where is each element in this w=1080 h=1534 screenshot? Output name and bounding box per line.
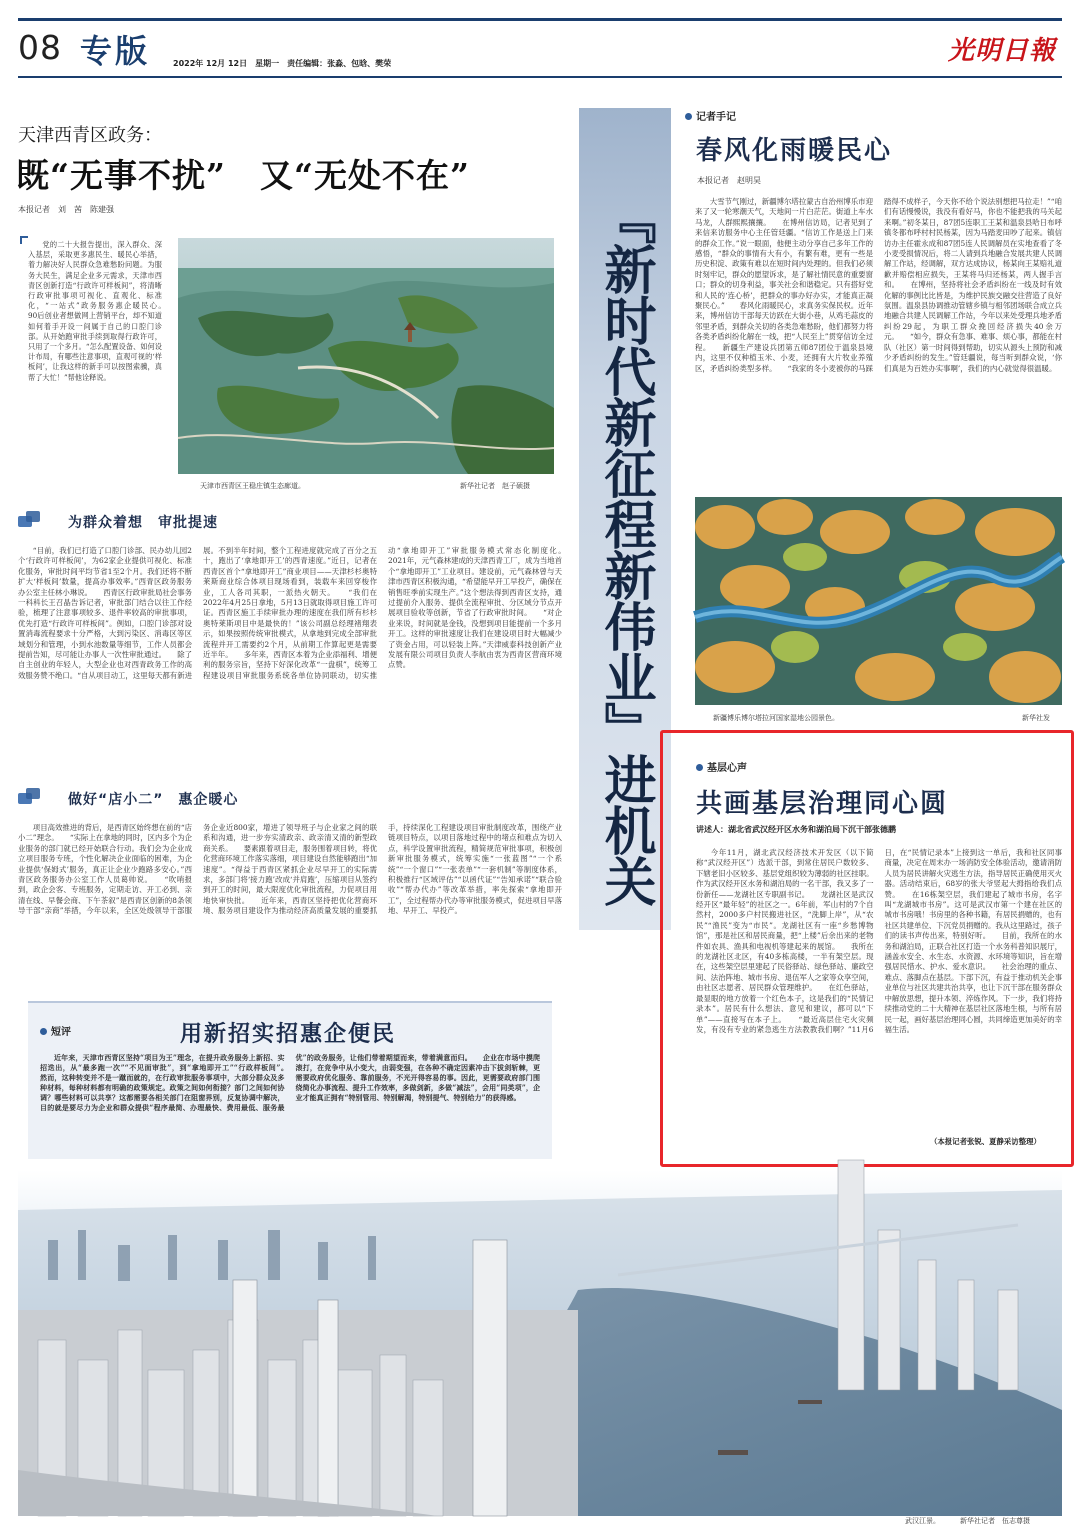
dateline: 2022年 12月 12日 星期一 责任编辑：张淼、包晗、樊荣 bbox=[173, 59, 392, 68]
xinjiang-wetland-photo bbox=[695, 497, 1062, 705]
section-2-body bbox=[18, 823, 562, 991]
wuhan-photo-caption: 武汉江景。 bbox=[905, 1517, 940, 1525]
section-title: 专版 bbox=[80, 32, 151, 70]
vertical-banner bbox=[579, 108, 671, 930]
vertical-banner-text: 『新时代新征程新伟业』进机关 bbox=[595, 192, 656, 906]
section-1-body bbox=[18, 546, 577, 778]
section-heading-2-label: 做好“店小二” 惠企暖心 bbox=[68, 792, 239, 808]
page-number: 08 bbox=[18, 28, 62, 67]
lead-byline: 本报记者 刘 茜 陈建强 bbox=[18, 205, 114, 214]
masthead bbox=[18, 18, 1062, 80]
lead-headline: 既“无事不扰” 又“无处不在” bbox=[16, 156, 470, 195]
xinjiang-photo-credit: 新华社发 bbox=[1022, 714, 1050, 722]
notebook-label: 记者手记 bbox=[685, 108, 736, 123]
grassroots-label: 基层心声 bbox=[696, 759, 747, 774]
section-1-text: “目前，我们已打造了口腔门诊部、民办幼儿园2个‘行政许可样板间’，为62家企业提供可视化、标准化服务，审批时间平均节省1至2个月。我们还将不断扩大‘样板间’数量，提高办事效率。”西青区政务服务办公室主任林小琳说。 西青区行政审批局社会事务一科科长王召晶告诉记者，审批部门结合以往工作经验，梳理了注意事项较多、退件率较高的审批事项，优先打造“行政许可样板间”。例如，口腔门诊部对设置消毒流程要求十分严格，大到污染区、消毒区等区域划分和管理，小到水池数量等细节，工作人员都会提前告知，尽可能让办事人一次性审批通过。 除了自主创业的年轻人，大型企业也对西青政务工作的高效服务赞不绝口。“自从项目动工，这里每天都有新进展。不到半年时间，整个工程进度就完成了百分之五十，跑出了‘拿地即开工’的西青速度。”近日，记者在西青区首个“拿地即开工”商业项目——天津杉杉奥特莱斯商业综合体项目现场看到，装载车来回穿梭作业，工人各司其职，一派热火朝天。 “我们在2022年4月25日拿地，5月13日就取得项目施工许可证。西青区施工手续审批办理的速度在我们所有杉杉奥特莱斯项目中是最快的！”该公司副总经理褚翔表示，如果按照传统审批模式，从拿地到完成全部审批流程并开工需要约2个月，从前期工作算起更是需要近半年。 多年来，西青区本着为企业添福利、增便利的服务宗旨，坚持下好深化改革“一盘棋”，统筹工程建设项目审批服务系统各单位协同联动，切实推动“拿地即开工”审批服务模式常态化制度化。 2021年，元气森林建成的天津西青工厂，成为当地首个“拿地即开工”工业项目。建设前，元气森林曾与天津市西青区积极沟通，“希望能早开工早投产，确保在销售旺季前实现生产。”这个想法得到西青区支持，通过提前介入服务、提供全流程审批、分区域分节点开展项目验收等创新，节省了行政审批时间。 “对企业来说，时间就是金钱，没想到项目能提前一个多月开工。这样的审批速度让我们在建设项目时大幅减少了资金占用，可以轻装上阵。”天津威泰科技创新产业发展有限公司项目负责人李航由衷为西青区营商环境点赞。 bbox=[18, 546, 577, 680]
section-heading-2-icon bbox=[18, 788, 42, 806]
wuhan-skyline-photo bbox=[18, 1170, 1062, 1516]
commentary-label: 短评 bbox=[40, 1023, 71, 1038]
commentary-box bbox=[28, 1001, 552, 1159]
grassroots-headline: 共画基层治理同心圆 bbox=[696, 789, 949, 819]
grassroots-credit: （本报记者张锐、夏静采访整理） bbox=[930, 1137, 1041, 1146]
section-2-text: 项目高效推进的背后，是西青区始终想在前的“店小二”理念。 “实际上在拿地的同时，区内多个为企业服务的部门就已经开始联合行动。我们会为企业成立项目服务专班，个性化解决企业面临的困难，为企业提供‘保姆式’服务，真正让企业少跑路多安心。”西青区政务服务办公室工作人员葛帅说。 “吹哨报到，政企会客、专班服务，定期走访、开工必到、亲清在线、早餐会商、下午茶叙”是西青区创新的8条领导干部“亲商”举措，今年以来，全区处级领导干部服务企业近800家，增进了领导班子与企业家之间的联系和沟通，进一步夯实清政亲、政亲清又清的新型政商关系。 要素跟着项目走，服务围着项目转，将优化营商环境工作落实落细，项目建设自然能够跑出“加速度”。“得益于西青区紧抓企业尽早开工的实际需求，多部门将‘接力跑’改成‘并肩跑’，压缩项目从签约到开工的时间，最大限度优化审批流程，力促项目用地快审快批。 近年来，西青区坚持把优化营商环境、服务项目建设作为推动经济高质量发展的重要抓手，持续深化工程建设项目审批制度改革，围绕产业链项目特点，以项目落地过程中的堵点和难点为切入点，科学设置审批流程，精简规范审批事项，积极创新审批服务模式，统筹实施“一张蓝图”“一个系统”“一个窗口”“一张表单”“一套机制”等制度体系，积极推行“区域评估”“以函代证”“告知承诺”“联合验收”“帮办代办”等改革举措，率先探索“拿地即开工”，全过程帮办代办等审批服务模式，促进项目早落地、早开工、早投产。 bbox=[18, 823, 562, 916]
notebook-headline: 春风化雨暖民心 bbox=[696, 136, 893, 166]
wuhan-photo-credit: 新华社记者 伍志尊摄 bbox=[960, 1517, 1030, 1525]
paper-name-logo: 光明日報 bbox=[948, 36, 1057, 66]
section-heading-1-icon bbox=[18, 511, 42, 529]
grassroots-speaker: 讲述人：湖北省武汉经开区水务和湖泊局下沉干部张德鹏 bbox=[696, 824, 896, 834]
tianjin-wetland-illustration bbox=[178, 238, 554, 474]
notebook-text: 大雪节气刚过，新疆博尔塔拉蒙古自治州博乐市迎来了又一轮寒潮天气，天地间一片白茫茫。街道上车水马龙，人群熙熙攘攘。 在博州信访局，记者见到了来信来访服务中心主任管廷疆。“信访工作是送上门来的群众工作。”说一眼面，他便主动分享自己多年工作的感悟，“群众的事情有大有小，有繁有难，更有一些是历史积淀、政策有难以在短时间内处理的。但我们必须时刻牢记，群众的愿望诉求，是了解社情民意的重要窗口；群众的切身利益，事关社会和谐稳定。只有搭好党和人民的‘连心桥’，把群众的事办好办实，才能真正凝聚民心。” 春风化雨暖民心，求真务实保民权。近年来，博州信访干部每天访跃在大街小巷，从鸡毛蒜皮的邻里矛盾，到群众关切的各类急难愁盼，他们都努力将各类矛盾纠纷化解在一线，把“人民至上”贯穿信访全过程。 新疆生产建设兵团第五师87团位于温泉县境内，这里不仅种植玉米、小麦，还拥有大片牧业养殖区，矛盾纠纷类型多样。 “我家的冬小麦被你的马踩踏得不成样子，今天你不给个说法别想把马拉走！”“咱们有话慢慢说，我没有看好马，你也不能把我的马关起来啊。”初冬某日，87团5连职工王某和温泉县哈日布呼镇冬都布呼村村民杨某，因为马踏麦田吵了起来。镇信访办主任霍永成和87团5连人民调解员在实地查看了冬小麦受损情况后，将二人请到兵地融合发展共建人民调解工作站，经调解，双方达成协议，杨某向王某赔礼道歉并赔偿相应损失，王某将马归还杨某，两人握手言和。 在博州，坚持将社会矛盾纠纷在一线及时有效化解的事例比比皆是，为维护民族交融交往营造了良好氛围。温泉县协调推动管辖乡镇与相邻团场联合成立兵地融合共建人民调解工作站，今年以来处受理兵地矛盾纠纷29起，为职工群众挽回经济损失40余万元。 “如今，群众有急事、难事、烦心事，都能在村队（社区）第一时间得到帮助，切实从源头上预防和减少矛盾纠纷的发生。”管廷疆说，每当听到群众说，‘你们真是为百姓办实事啊’，我们的内心就觉得很温暖。 bbox=[695, 197, 1062, 373]
notebook-body bbox=[695, 197, 1062, 481]
xinjiang-wetland-illustration bbox=[695, 497, 1062, 705]
wuhan-skyline-illustration bbox=[18, 1170, 1062, 1516]
grassroots-body bbox=[696, 848, 1062, 1126]
intro-border bbox=[20, 236, 28, 244]
tianjin-photo-caption: 天津市西青区王稳庄镇生态廊道。 bbox=[200, 482, 305, 490]
notebook-byline: 本报记者 赵明昊 bbox=[697, 176, 761, 185]
section-heading-1 bbox=[18, 509, 562, 531]
lead-kicker: 天津西青区政务： bbox=[18, 125, 162, 146]
commentary-body bbox=[40, 1053, 540, 1151]
grassroots-text: 今年11月，湖北武汉经济技术开发区（以下简称“武汉经开区”）选派干部，到常住居民户数较多、下辖老旧小区较多、基层党组织较为薄弱的社区挂职。作为武汉经开区水务和湖泊局的一名干部，我又多了一份新任——龙湖社区专职副书记。 龙湖社区是武汉经开区“最年轻”的社区之一。6年前，军山村的7个自然村，2000多户村民搬进社区，“洗脚上岸”，从“农民”“渔民”变为“市民”。龙湖社区有一座“乡愁博物馆”，那是社区和居民商量，把“上楼”后余出来的老物件如农具、渔具和电视机等建起来的展馆。 我所在的龙湖社区北区，有40多栋高楼，一半有架空层。现在，这些架空层里建起了民俗驿站、绿色驿站、廉政空间、法治阵地、城市书房、退伍军人之家等众享空间，由社区志愿者、居民群众管理维护。 在红色驿站，最显眼的地方放着一个红色本子，这是我们的“民情记录本”。居民有什么想法、意见和建议，都可以“下单”——直接写在本子上。 “最近高层住宅火灾频发，有没有专业的紧急逃生方法教教我们啊？”11月6日，在“民情记录本”上接到这一单后，我和社区同事商量，决定在周末办一场消防安全体验活动，邀请消防人员为居民讲解火灾逃生方法，指导居民正确使用灭火器。活动结束后，68岁的张大爷竖起大拇指给我们点赞。 在16栋架空层，我们建起了城市书房，名字叫“龙湖城市书房”。这可是武汉市第一个建在社区的城市书房哦！书房里的各种书籍，有居民捐赠的，也有社区共建单位、下沉党员捐赠的。我从这里路过，孩子们的读书声传出来，特别好听。 目前，我所在的水务和湖泊局，正联合社区打造一个水务科普知识展厅，涵盖水安全、水生态、水资源、水环境等知识，旨在增强居民惜水、护水、爱水意识。 社会治理的重点、难点、落脚点在基层。下部下沉，有益于推动机关企事业单位与社区共建共治共享，也让下沉干部在服务群众中解放思想，提升本领、淬炼作风。下一步，我们将持续推动党的二十大精神在基层社区落地生根，与所有居民一起，画好基层治理同心圆，共同缔造更加美好的幸福生活。 bbox=[696, 848, 1062, 1034]
masthead-bottom-rule bbox=[18, 76, 1062, 78]
tianjin-wetland-photo bbox=[178, 238, 554, 474]
lead-intro bbox=[28, 240, 177, 472]
section-heading-2 bbox=[18, 786, 562, 808]
xinjiang-photo-caption: 新疆博乐博尔塔拉河国家湿地公园景色。 bbox=[713, 714, 839, 722]
commentary-text: 近年来，天津市西青区坚持“项目为王”理念，在提升政务服务上新招、实招迭出，从“最多跑一次”“不见面审批”，到“拿地即开工”“行政样板间”。 然而，这种转变并不是一蹴而就的，在行政审批服务事项中，大部分群众及多种材料，每种材料都有明确的政策规定。政策之间如何衔接？部门之间如何协调？哪些材料可以共享？这都需要各相关部门在阻窗界别，反复协调中解决，目的就是要尽力为企业和群众提供“程序最简、办理最快、费用最低、服务最优”的政务服务，让他们带着期望而来，带着满意而归。 企业在市场中摸爬滚打，在竞争中从小变大，由弱变强，在各种不确定因素冲击下拔剑斩棘，更需要政府优化服务、靠前服务，不光开得容易的事。因此，更需要政府部门围绕简化办事流程、提升工作效率，多做剑新，多做“减法”，会用“同类项”，企业才能真正拥有“特别管用、特别解渴，特别提气、特别给力”的获得感。 bbox=[40, 1053, 540, 1112]
lead-intro-text: 党的二十大报告提出，深入群众、深入基层，采取更多惠民生、暖民心举措，着力解决好人民群众急难愁盼问题。为服务大民生，满足企业多元需求，天津市西青区创新打造“行政许可样板间”，将清晰行政审批事项可视化、直观化、标准化，“一站式”政务服务惠企暖民心。 90后创业者想做网上营销平台，却不知道如何着手开设一间属于自己的口腔门诊部。从开始跑审批手续到取得行政许可，只用了一个多月。“怎么配置设备、如何设计布局，有哪些注意事项，直观可视的‘样板间’，让我这样的新手可以按图索骥，真帮了大忙！”帮他诠释说。 bbox=[28, 240, 177, 382]
section-heading-1-label: 为群众着想 审批提速 bbox=[68, 515, 218, 531]
commentary-headline: 用新招实招惠企便民 bbox=[180, 1021, 397, 1047]
masthead-top-rule bbox=[18, 18, 1062, 21]
tianjin-photo-credit: 新华社记者 赵子硕摄 bbox=[460, 482, 530, 490]
